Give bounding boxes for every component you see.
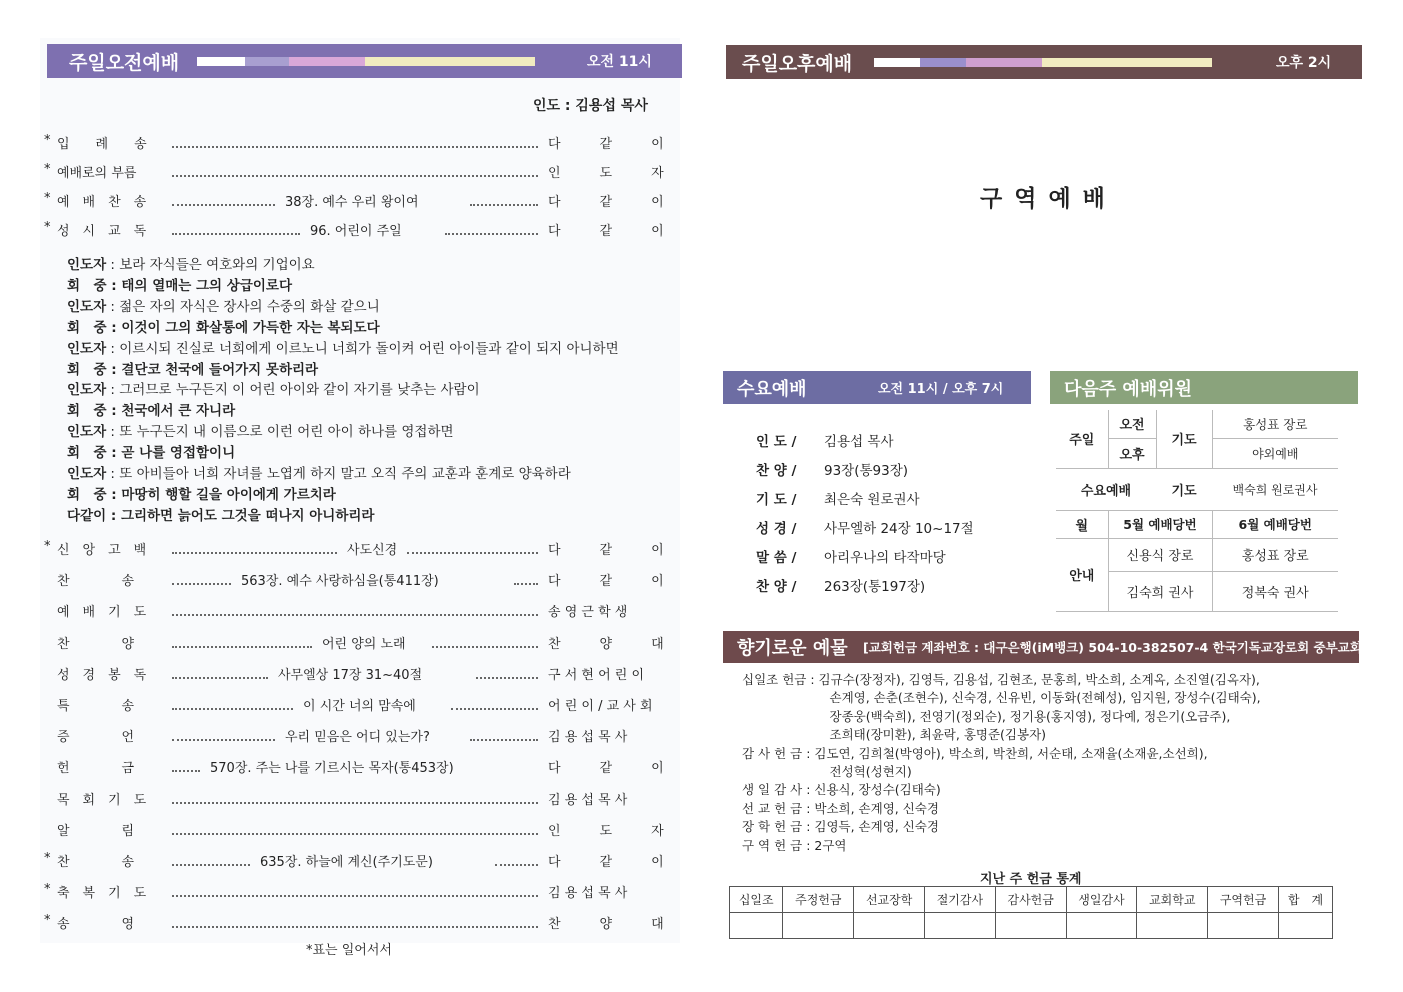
order-item-presider: 인 도 자 bbox=[548, 823, 664, 839]
responsive-line: 인도자 : 젊은 자의 자식은 장사의 수중의 화살 같으니 bbox=[67, 298, 380, 315]
dotted-leader bbox=[172, 770, 200, 772]
stats-title: 지난 주 헌금 통계 bbox=[980, 872, 1082, 887]
guide-cell: 안내 bbox=[1056, 538, 1108, 611]
dotted-leader bbox=[172, 864, 250, 866]
dotted-leader bbox=[172, 802, 538, 804]
offering-line: 생 일 감 사 : 신용식, 장성수(김태숙) bbox=[742, 782, 941, 798]
order-item-content: 570장. 주는 나를 기르시는 목자(통453장) bbox=[210, 761, 454, 777]
stats-header-cell: 십일조 bbox=[730, 887, 783, 913]
committee-table bbox=[1056, 410, 1338, 612]
dotted-leader bbox=[470, 739, 538, 741]
dotted-leader bbox=[172, 739, 275, 741]
dotted-leader bbox=[172, 833, 538, 835]
dotted-leader bbox=[445, 233, 538, 235]
asterisk-mark: * bbox=[44, 191, 51, 206]
stats-value-cell bbox=[995, 913, 1066, 939]
stats-value-cell bbox=[1208, 913, 1279, 939]
order-item-content: 563장. 예수 사랑하심을(통411장) bbox=[241, 574, 439, 590]
afternoon-service-header bbox=[726, 45, 1362, 79]
responsive-text: 그러므로 누구든지 이 어린 아이와 같이 자기를 낮추는 사람이 bbox=[119, 382, 480, 399]
responsive-text: 곧 나를 영접함이니 bbox=[121, 445, 236, 462]
wednesday-row bbox=[756, 517, 974, 537]
wednesday-row-label: 기 도 / bbox=[756, 492, 797, 508]
asterisk-mark: * bbox=[44, 162, 51, 177]
sunday-cell: 주일 bbox=[1056, 410, 1108, 468]
wed-prayer-cell: 기도 bbox=[1156, 468, 1212, 510]
wednesday-row-value: 아리우나의 타작마당 bbox=[824, 550, 946, 566]
june-guide-1: 홍성표 장로 bbox=[1212, 538, 1338, 571]
wednesday-row bbox=[756, 488, 920, 508]
june-guide-2: 정복숙 권사 bbox=[1212, 571, 1338, 611]
responsive-text: 그리하면 늙어도 그것을 떠나지 아니하리라 bbox=[120, 507, 375, 524]
wednesday-row-label: 찬 양 / bbox=[756, 579, 797, 595]
order-item-content: 사무엘상 17장 31~40절 bbox=[278, 667, 423, 683]
wednesday-service-title: 수요예배 bbox=[737, 378, 807, 400]
offering-line: 장 학 헌 금 : 김영득, 손계영, 신숙경 bbox=[742, 819, 939, 835]
order-item-content: 96. 어린이 주일 bbox=[310, 224, 402, 239]
order-item-presider: 다 같 이 bbox=[548, 195, 664, 210]
order-item-presider: 김 용 섭 목 사 bbox=[548, 792, 628, 808]
offering-account: [교회헌금 계좌번호 : 대구은행(iM뱅크) 504-10-382507-4 한국기독교장로회 중부교회] bbox=[863, 640, 1368, 655]
am-person-cell: 홍성표 장로 bbox=[1212, 410, 1338, 438]
dotted-leader bbox=[470, 204, 538, 206]
dotted-leader bbox=[172, 552, 337, 554]
order-item-label: 목 회 기 도 bbox=[57, 792, 147, 808]
responsive-text: 젊은 자의 자식은 장사의 수중의 화살 같으니 bbox=[119, 298, 380, 315]
dotted-leader bbox=[451, 708, 539, 710]
order-item-presider: 다 같 이 bbox=[548, 543, 664, 558]
responsive-text: 마땅히 행할 길을 아이에게 가르치라 bbox=[121, 486, 336, 503]
wednesday-row-value: 김용섭 목사 bbox=[824, 434, 894, 450]
morning-leader: 인도 : 김용섭 목사 bbox=[533, 98, 648, 114]
wednesday-row bbox=[756, 546, 946, 566]
responsive-speaker: 인도자 bbox=[67, 340, 107, 357]
responsive-speaker: 회 중 bbox=[67, 361, 107, 378]
dotted-leader bbox=[172, 583, 231, 585]
order-item-label: 입 례 송 bbox=[57, 137, 147, 152]
dotted-leader bbox=[514, 583, 539, 585]
stats-value-cell bbox=[1066, 913, 1137, 939]
order-item-presider: 김 용 섭 목 사 bbox=[548, 886, 628, 902]
asterisk-mark: * bbox=[44, 133, 51, 148]
responsive-text: 또 누구든지 내 이름으로 이런 어린 아이 하나를 영접하면 bbox=[119, 424, 454, 441]
stats-header-cell: 주정헌금 bbox=[783, 887, 854, 913]
order-item-presider: 김 용 섭 목 사 bbox=[548, 730, 628, 746]
month-cell: 월 bbox=[1056, 510, 1108, 538]
order-item-label: 성 시 교 독 bbox=[57, 224, 147, 239]
dotted-leader bbox=[172, 926, 538, 928]
responsive-text: 태의 열매는 그의 상급이로다 bbox=[121, 277, 292, 294]
dotted-leader bbox=[407, 552, 538, 554]
order-item-presider: 인 도 자 bbox=[548, 166, 664, 181]
stats-value-cell bbox=[783, 913, 854, 939]
stats-header-cell: 구역헌금 bbox=[1208, 887, 1279, 913]
responsive-line: 회 중 : 천국에서 큰 자니라 bbox=[67, 403, 236, 420]
offering-line: 구 역 헌 금 : 2구역 bbox=[742, 837, 847, 853]
order-item-content: 우리 믿음은 어디 있는가? bbox=[285, 730, 430, 746]
stats-value-cell bbox=[1278, 913, 1332, 939]
stats-value-cell bbox=[730, 913, 783, 939]
stats-header-cell: 선교장학 bbox=[854, 887, 925, 913]
dotted-leader bbox=[172, 677, 268, 679]
wednesday-row-value: 263장(통197장) bbox=[824, 579, 926, 595]
offering-line: 조희태(장미환), 최윤락, 홍명준(김봉자) bbox=[742, 727, 1047, 743]
asterisk-mark: * bbox=[44, 220, 51, 235]
responsive-speaker: 인도자 bbox=[67, 257, 107, 273]
offering-line: 장종웅(백숙희), 전영기(정외순), 정기용(홍지영), 정다예, 정은기(오금주), bbox=[742, 708, 1231, 724]
dotted-leader bbox=[172, 146, 538, 148]
stats-header-cell: 절기감사 bbox=[925, 887, 996, 913]
morning-service-time: 오전 11시 bbox=[587, 54, 652, 70]
responsive-text: 결단코 천국에 들어가지 못하리라 bbox=[121, 361, 319, 378]
order-item-content: 어린 양의 노래 bbox=[322, 636, 406, 652]
asterisk-mark: * bbox=[44, 913, 51, 929]
order-item-presider: 어 린 이 / 교 사 회 bbox=[548, 699, 653, 714]
afternoon-service-title: 주일오후예배 bbox=[742, 52, 853, 75]
responsive-line: 회 중 : 이것이 그의 화살통에 가득한 자는 복되도다 bbox=[67, 319, 380, 336]
may-guide-2: 김숙희 권사 bbox=[1108, 571, 1212, 611]
order-item-label: 특 송 bbox=[57, 699, 135, 714]
order-item-presider: 찬 양 대 bbox=[548, 917, 664, 933]
offering-line: 손계영, 손춘(조현수), 신숙경, 신유빈, 이동화(전혜성), 임지원, 장성수(김태숙), bbox=[742, 690, 1261, 706]
dotted-leader bbox=[476, 677, 539, 679]
may-cell: 5월 예배당번 bbox=[1108, 510, 1212, 538]
responsive-speaker: 회 중 bbox=[67, 445, 107, 462]
responsive-speaker: 다같이 bbox=[67, 507, 107, 524]
offering-title: 향기로운 예물 bbox=[737, 638, 848, 659]
order-item-label: 찬 송 bbox=[57, 574, 135, 590]
wednesday-row-value: 93장(통93장) bbox=[824, 463, 909, 479]
stats-header-cell: 합 계 bbox=[1278, 887, 1332, 913]
dotted-leader bbox=[172, 614, 538, 616]
stats-value-cell bbox=[925, 913, 996, 939]
pm-person-cell: 야외예배 bbox=[1212, 438, 1338, 468]
responsive-speaker: 인도자 bbox=[67, 382, 107, 399]
wednesday-row-label: 성 경 / bbox=[756, 521, 797, 537]
dotted-leader bbox=[172, 233, 300, 235]
offering-line: 선 교 헌 금 : 박소희, 손계영, 신숙경 bbox=[742, 800, 939, 816]
order-item-label: 성 경 봉 독 bbox=[57, 667, 147, 683]
wednesday-row-value: 사무엘하 24장 10~17절 bbox=[824, 521, 974, 537]
wednesday-row-label: 찬 양 / bbox=[756, 463, 797, 479]
order-item-label: 신 앙 고 백 bbox=[57, 543, 147, 558]
offering-line: 십일조 헌금 : 김규수(장정자), 김영득, 김용섭, 김현조, 문홍희, 박소희, 소계옥, 소진열(김옥자), bbox=[742, 672, 1260, 687]
morning-service-title: 주일오전예배 bbox=[69, 51, 180, 74]
stats-value-cell bbox=[854, 913, 925, 939]
order-item-label: 축 복 기 도 bbox=[57, 886, 147, 902]
offering-stats-table bbox=[729, 886, 1333, 939]
stats-header-cell: 교회학교 bbox=[1137, 887, 1208, 913]
responsive-line: 인도자 : 또 아비들아 너희 자녀를 노엽게 하지 말고 오직 주의 교훈과 훈계로 양육하라 bbox=[67, 466, 571, 482]
wednesday-row-value: 최은숙 원로권사 bbox=[824, 492, 920, 508]
order-item-presider: 찬 양 대 bbox=[548, 636, 664, 652]
order-item-label: 찬 송 bbox=[57, 855, 135, 870]
wednesday-row bbox=[756, 430, 894, 450]
responsive-text: 천국에서 큰 자니라 bbox=[121, 403, 236, 420]
order-item-label: 예 배 기 도 bbox=[57, 605, 147, 621]
wednesday-service-header bbox=[723, 371, 1031, 404]
responsive-line: 인도자 : 또 누구든지 내 이름으로 이런 어린 아이 하나를 영접하면 bbox=[67, 424, 454, 441]
pm-cell: 오후 bbox=[1108, 438, 1156, 468]
responsive-text: 보라 자식들은 여호와의 기업이요 bbox=[119, 257, 315, 273]
prayer-cell: 기도 bbox=[1156, 410, 1212, 468]
order-item-content: 사도신경 bbox=[347, 543, 398, 558]
dotted-leader bbox=[172, 708, 293, 710]
wednesday-row-label: 말 씀 / bbox=[756, 550, 797, 566]
responsive-text: 또 아비들아 너희 자녀를 노엽게 하지 말고 오직 주의 교훈과 훈계로 양육하라 bbox=[119, 466, 571, 482]
standing-footnote: *표는 일어서서 bbox=[306, 943, 392, 958]
june-cell: 6월 예배당번 bbox=[1212, 510, 1338, 538]
may-guide-1: 신용식 장로 bbox=[1108, 538, 1212, 571]
dotted-leader bbox=[172, 646, 312, 648]
am-cell: 오전 bbox=[1108, 410, 1156, 438]
order-item-label: 찬 양 bbox=[57, 636, 135, 652]
asterisk-mark: * bbox=[44, 851, 51, 866]
offering-header bbox=[723, 631, 1368, 663]
responsive-line: 다같이 : 그리하면 늙어도 그것을 떠나지 아니하리라 bbox=[67, 507, 375, 524]
responsive-speaker: 회 중 bbox=[67, 486, 107, 503]
order-item-presider: 구 서 현 어 린 이 bbox=[548, 667, 645, 683]
wed-person-cell: 백숙희 원로권사 bbox=[1212, 468, 1338, 510]
stats-header-cell: 생일감사 bbox=[1066, 887, 1137, 913]
order-item-label: 예 배 찬 송 bbox=[57, 195, 147, 210]
stats-value-cell bbox=[1137, 913, 1208, 939]
morning-service-header bbox=[47, 44, 682, 78]
order-item-presider: 송 영 근 학 생 bbox=[548, 605, 628, 621]
responsive-line: 회 중 : 결단코 천국에 들어가지 못하리라 bbox=[67, 361, 319, 378]
order-item-label: 송 영 bbox=[57, 917, 135, 933]
order-item-presider: 다 같 이 bbox=[548, 855, 664, 870]
responsive-speaker: 인도자 bbox=[67, 424, 107, 441]
wednesday-row bbox=[756, 575, 925, 595]
responsive-speaker: 인도자 bbox=[67, 466, 107, 482]
order-item-label: 헌 금 bbox=[57, 761, 135, 777]
order-item-label: 알 림 bbox=[57, 823, 135, 839]
asterisk-mark: * bbox=[44, 882, 51, 898]
order-item-label: 증 언 bbox=[57, 730, 135, 746]
responsive-speaker: 회 중 bbox=[67, 277, 107, 294]
wednesday-service-time: 오전 11시 / 오후 7시 bbox=[878, 382, 1004, 397]
responsive-line: 인도자 : 이르시되 진실로 너희에게 이르노니 너희가 돌이켜 어린 아이들과 같이 되지 아니하면 bbox=[67, 340, 619, 357]
dotted-leader bbox=[432, 646, 538, 648]
committee-header bbox=[1050, 371, 1358, 404]
offering-line: 전성혁(성현지) bbox=[742, 764, 912, 779]
responsive-line: 인도자 : 그러므로 누구든지 이 어린 아이와 같이 자기를 낮추는 사람이 bbox=[67, 382, 480, 399]
asterisk-mark: * bbox=[44, 539, 51, 554]
order-item-presider: 다 같 이 bbox=[548, 137, 664, 152]
dotted-leader bbox=[172, 175, 538, 177]
dotted-leader bbox=[172, 895, 538, 897]
responsive-text: 이것이 그의 화살통에 가득한 자는 복되도다 bbox=[121, 319, 380, 336]
order-item-presider: 다 같 이 bbox=[548, 224, 664, 239]
responsive-line: 회 중 : 곧 나를 영접함이니 bbox=[67, 445, 236, 462]
responsive-line: 회 중 : 태의 열매는 그의 상급이로다 bbox=[67, 277, 292, 294]
responsive-text: 이르시되 진실로 너희에게 이르노니 너희가 돌이켜 어린 아이들과 같이 되지 아니하면 bbox=[119, 340, 619, 357]
wednesday-row bbox=[756, 459, 908, 479]
dotted-leader bbox=[172, 204, 275, 206]
header-stripes bbox=[197, 57, 535, 66]
wed-cell: 수요예배 bbox=[1056, 468, 1156, 510]
stats-header-cell: 감사헌금 bbox=[995, 887, 1066, 913]
committee-title: 다음주 예배위원 bbox=[1064, 378, 1192, 400]
order-item-presider: 다 같 이 bbox=[548, 761, 664, 777]
order-item-label: 예배로의 부름 bbox=[57, 166, 137, 181]
cell-worship-text: 구 역 예 배 bbox=[980, 186, 1107, 212]
responsive-speaker: 인도자 bbox=[67, 298, 107, 315]
afternoon-service-time: 오후 2시 bbox=[1276, 55, 1332, 71]
responsive-line: 인도자 : 보라 자식들은 여호와의 기업이요 bbox=[67, 257, 315, 273]
wednesday-row-label: 인 도 / bbox=[756, 434, 797, 450]
responsive-speaker: 회 중 bbox=[67, 403, 107, 420]
dotted-leader bbox=[495, 864, 538, 866]
offering-line: 감 사 헌 금 : 김도연, 김희철(박영아), 박소희, 박찬희, 서순태, 소재율(소재윤,소선희), bbox=[742, 745, 1208, 761]
responsive-speaker: 회 중 bbox=[67, 319, 107, 336]
order-item-presider: 다 같 이 bbox=[548, 574, 664, 590]
order-item-content: 635장. 하늘에 계신(주기도문) bbox=[260, 855, 433, 870]
order-item-content: 38장. 예수 우리 왕이여 bbox=[285, 195, 419, 210]
header-stripes bbox=[874, 58, 1212, 67]
order-item-content: 이 시간 너의 맘속에 bbox=[303, 699, 416, 714]
responsive-line: 회 중 : 마땅히 행할 길을 아이에게 가르치라 bbox=[67, 486, 336, 503]
